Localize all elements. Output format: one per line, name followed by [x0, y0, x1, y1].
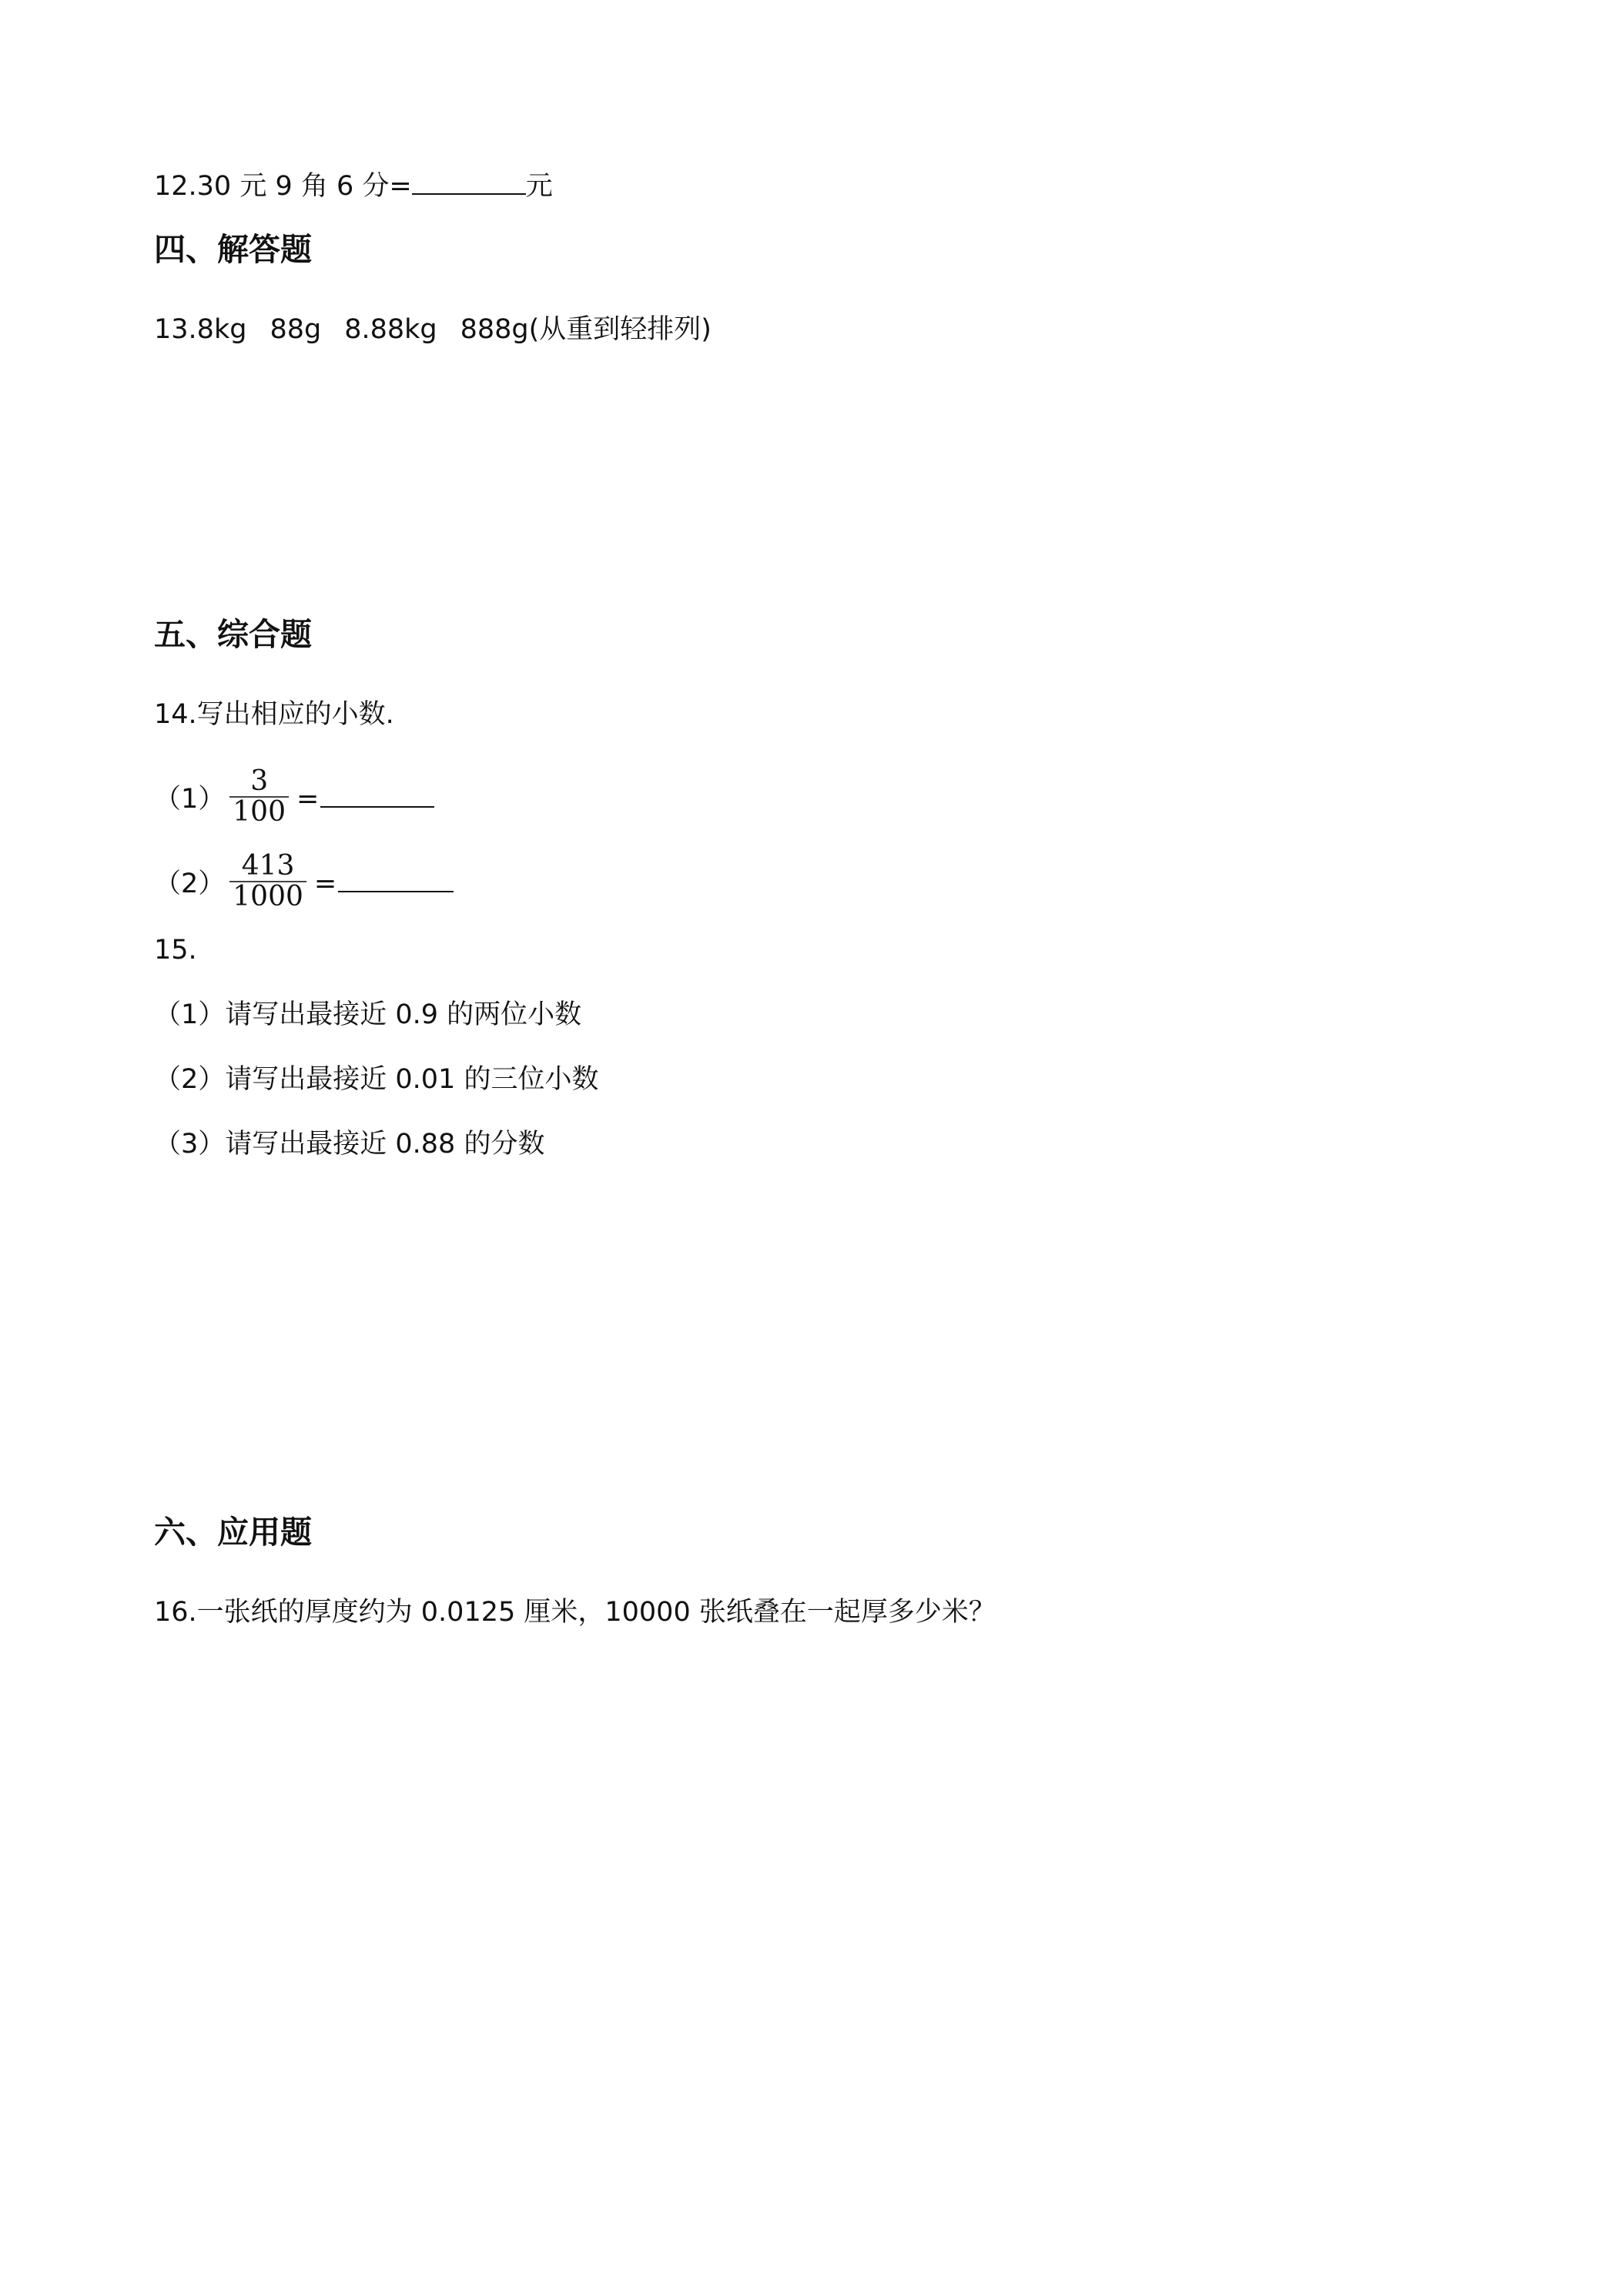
- fraction-denominator: 1000: [233, 881, 303, 912]
- question-13-instruction: (从重到轻排列): [528, 314, 712, 345]
- question-14-part-2: [154, 850, 454, 915]
- question-12-unit: 元: [525, 171, 553, 202]
- equals-sign: =: [313, 869, 337, 899]
- question-15-part-3: （3）请写出最接近 0.88 的分数: [154, 1129, 545, 1160]
- question-14-part-1: [154, 765, 434, 830]
- fraction-numerator: 413: [241, 850, 295, 882]
- answer-blank[interactable]: [412, 169, 526, 195]
- part-label: （2）: [154, 869, 226, 899]
- fraction: [229, 767, 289, 827]
- question-16: 16.一张纸的厚度约为 0.0125 厘米，10000 张纸叠在一起厚多少米？: [154, 1597, 996, 1628]
- answer-blank[interactable]: [338, 866, 454, 892]
- question-12-text: 12.30 元 9 角 6 分=: [154, 171, 412, 202]
- section-heading-4: 四、解答题: [154, 231, 312, 268]
- fraction-numerator: 3: [250, 765, 269, 797]
- question-15-part-1: （1）请写出最接近 0.9 的两位小数: [154, 999, 582, 1030]
- section-heading-5: 五、综合题: [154, 616, 312, 653]
- weight-item: 8.88kg: [344, 314, 437, 345]
- weight-item: 888g: [460, 314, 529, 345]
- weight-item: 88g: [270, 314, 322, 345]
- question-13: [154, 311, 712, 348]
- part-label: （1）: [154, 784, 226, 815]
- question-12: [154, 168, 553, 205]
- question-15-stem: 15.: [154, 935, 197, 966]
- question-13-number: 13.: [154, 314, 197, 345]
- answer-blank[interactable]: [320, 782, 434, 808]
- question-14-stem: 14.写出相应的小数.: [154, 699, 394, 730]
- fraction-denominator: 100: [233, 796, 286, 828]
- section-heading-6: 六、应用题: [154, 1514, 312, 1551]
- weight-item: 8kg: [196, 314, 247, 345]
- fraction: [229, 852, 306, 912]
- question-15-part-2: （2）请写出最接近 0.01 的三位小数: [154, 1064, 599, 1095]
- equals-sign: =: [296, 784, 320, 815]
